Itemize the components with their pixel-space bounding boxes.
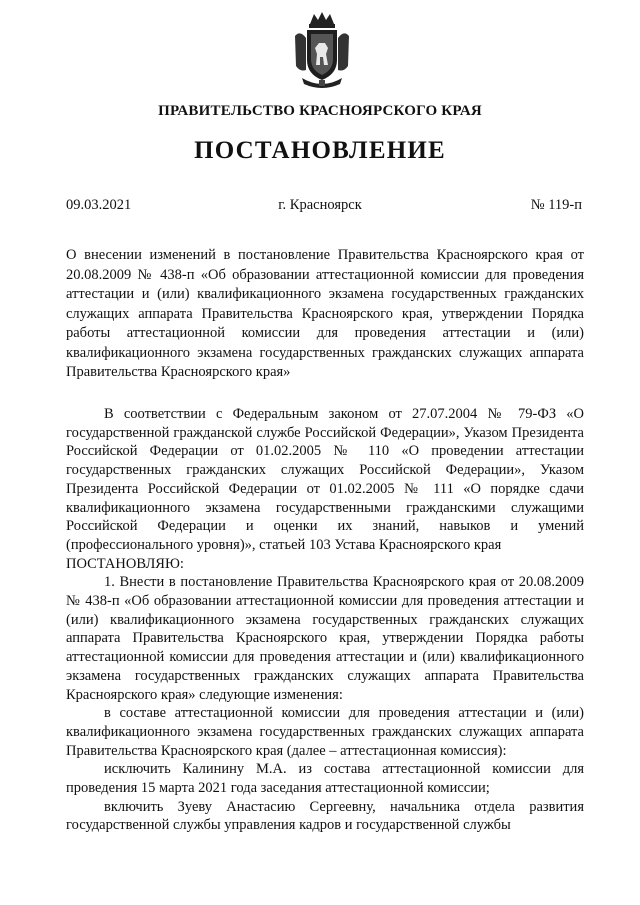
- preamble-paragraph: В соответствии с Федеральным законом от 27.07.2004 № 79-ФЗ «О государственной гражданской службе Российской Федерации», Указом Президента Российской Федерации от 01.02.2005 № 110 «О проведении аттестации государственных гражданских служащих Российской Федерации», Указом Президента Российской Федерации от 01.02.2005 № 111 «О порядке сдачи квалификационного экзамена государственными гражданскими служащими Российской Федерации и оценки их знаний, навыков и умений (профессионального уровня)», статьей 103 Устава Красноярского края: [66, 406, 584, 553]
- document-title: О внесении изменений в постановление Правительства Красноярского края от 20.08.2009 № 438-п «Об образовании аттестационной комиссии для проведения аттестации и (или) квалификационного экзамена государственных гражданских служащих аппарата Правительства Красноярского края, утверждении Порядка работы аттестационной комиссии для проведения аттестации и (или) квалификационного экзамена государственных гражданских служащих аппарата Правительства Красноярского края»: [66, 247, 584, 380]
- document-type: ПОСТАНОВЛЕНИЕ: [194, 137, 446, 164]
- document-city: г. Красноярск: [278, 197, 362, 213]
- item-1-exclude-paragraph: исключить Калинину М.А. из состава аттестационной комиссии для проведения 15 марта 2021 года заседания аттестационной комиссии;: [66, 761, 584, 797]
- document-number: № 119-п: [530, 197, 582, 213]
- item-1-paragraph: 1. Внести в постановление Правительства Красноярского края от 20.08.2009 № 438-п «Об образовании аттестационной комиссии для проведения аттестации и (или) квалификационного экзамена государственных гражданских служащих аппарата Правительства Красноярского края, утверждении Порядка работы аттестационной комиссии для проведения аттестации и (или) квалификационного экзамена государственных гражданских служащих аппарата Правительства Красноярского края» следующие изменения:: [66, 574, 584, 703]
- item-1-include-paragraph: включить Зуеву Анастасию Сергеевну, начальника отдела развития государственной службы управления кадров и государственной службы: [66, 798, 584, 834]
- government-name: ПРАВИТЕЛЬСТВО КРАСНОЯРСКОГО КРАЯ: [158, 103, 482, 119]
- resolve-heading: ПОСТАНОВЛЯЮ:: [66, 555, 184, 572]
- coat-of-arms-icon: [292, 10, 352, 88]
- document-body: [66, 405, 584, 835]
- document-date: 09.03.2021: [66, 197, 132, 213]
- item-1-composition-paragraph: в составе аттестационной комиссии для проведения аттестации и (или) квалификационного экзамена государственных гражданских служащих аппарата Правительства Красноярского края (далее – аттестационная комиссия):: [66, 705, 584, 759]
